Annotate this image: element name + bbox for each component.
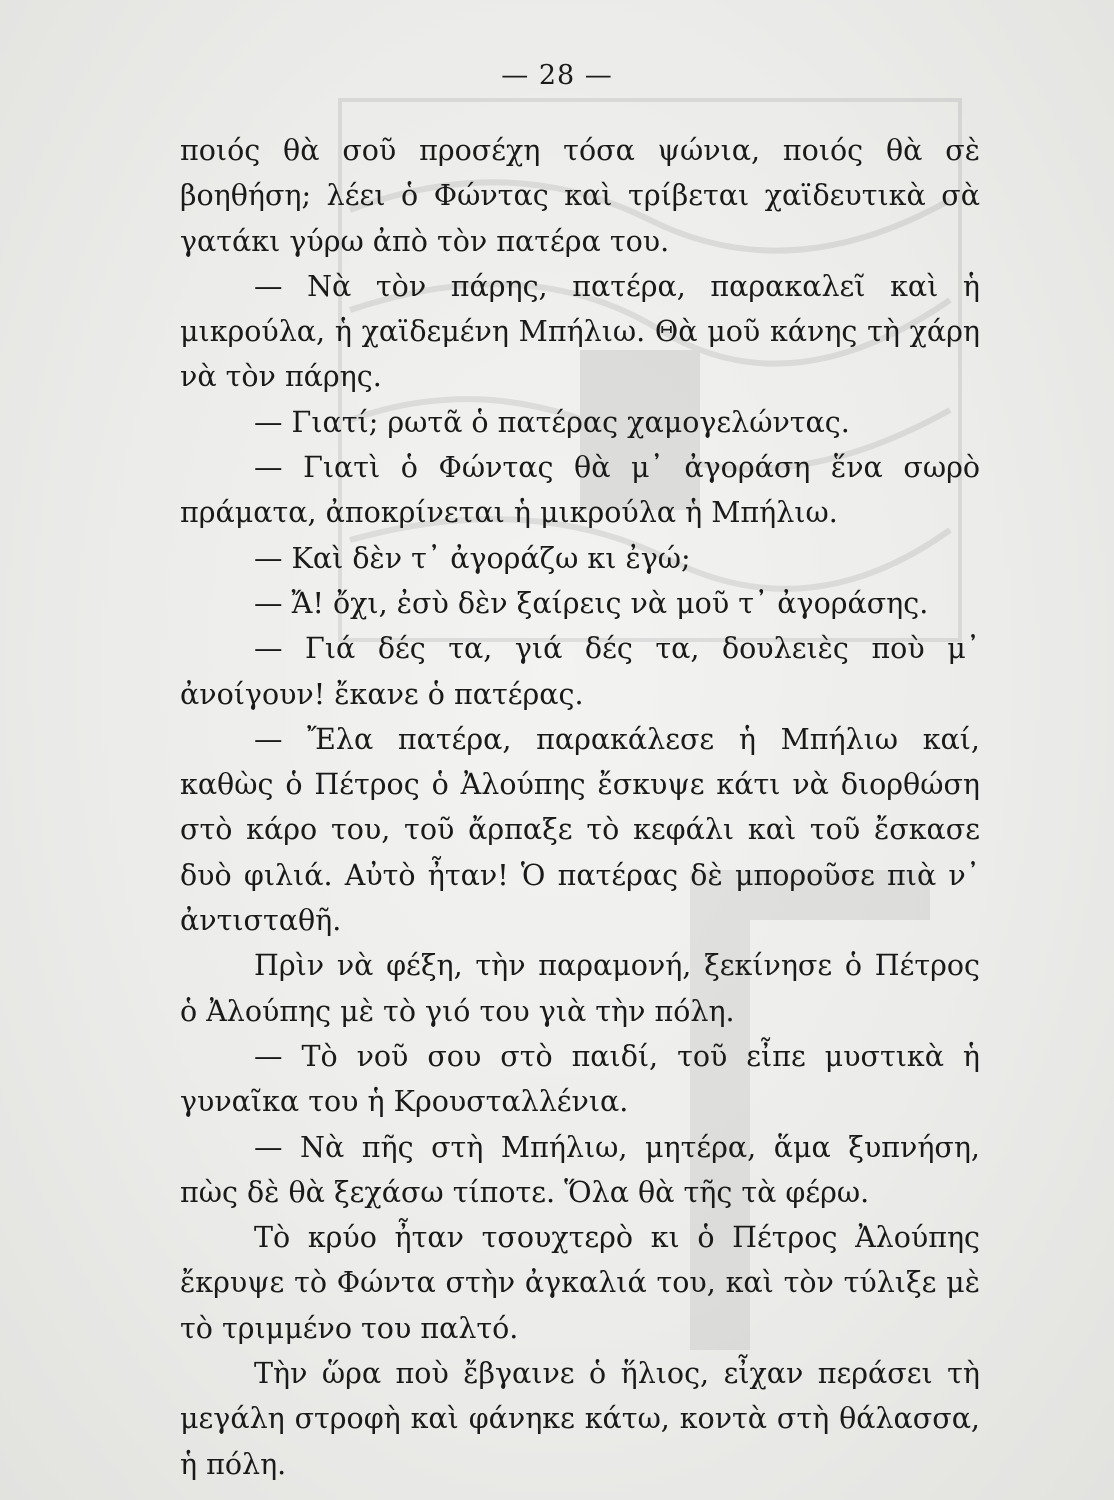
paragraph: — Γιά δές τα, γιά δές τα, δουλειὲς ποὺ μ᾽ ἀνοίγουν! ἔκανε ὁ πατέρας. [180, 632, 980, 711]
paragraph: — Καὶ δὲν τ᾽ ἀγοράζω κι ἐγώ; [254, 541, 691, 575]
paragraph: — Νὰ τὸν πάρης, πατέρα, παρακαλεῖ καὶ ἡ μικρούλα, ἡ χαϊδεμένη Μπήλιω. Θὰ μοῦ κάνης τὴ χάρη νὰ τὸν πάρης. [180, 269, 980, 394]
paragraph: Τὸ κρύο ἦταν τσουχτερὸ κι ὁ Πέτρος Ἀλούπης ἔκρυψε τὸ Φώντα στὴν ἀγκαλιά του, καὶ τὸν τύλιξε μὲ τὸ τριμμένο του παλτό. [180, 1221, 980, 1345]
paragraph: — Γιατὶ ὁ Φώντας θὰ μ᾽ ἀγοράση ἕνα σωρὸ πράματα, ἀποκρίνεται ἡ μικρούλα ἡ Μπήλιω. [180, 451, 980, 530]
paragraph: — Τὸ νοῦ σου στὸ παιδί, τοῦ εἶπε μυστικὰ ἡ γυναῖκα του ἡ Κρουσταλλένια. [180, 1039, 980, 1119]
paragraph: — Ἄ! ὄχι, ἐσὺ δὲν ξαίρεις νὰ μοῦ τ᾽ ἀγοράσης. [254, 586, 929, 620]
paragraph: — Γιατί; ρωτᾶ ὁ πατέρας χαμογελώντας. [254, 405, 850, 439]
paragraph: — Νὰ πῆς στὴ Μπήλιω, μητέρα, ἅμα ξυπνήση, πὼς δὲ θὰ ξεχάσω τίποτε. Ὅλα θὰ τῆς τὰ φέρω. [180, 1130, 980, 1209]
paragraph: Τὴν ὥρα ποὺ ἔβγαινε ὁ ἥλιος, εἶχαν περάσει τὴ μεγάλη στροφὴ καὶ φάνηκε κάτω, κοντὰ στὴ θάλασσα, ἡ πόλη. [180, 1357, 980, 1481]
body-text [180, 128, 980, 1487]
page-number: — 28 — [501, 60, 613, 91]
paragraph: Πρὶν νὰ φέξη, τὴν παραμονή, ξεκίνησε ὁ Πέτρος ὁ Ἀλούπης μὲ τὸ γιό του γιὰ τὴν πόλη. [180, 949, 980, 1028]
paragraph: ποιός θὰ σοῦ προσέχη τόσα ψώνια, ποιός θὰ σὲ βοηθήση; λέει ὁ Φώντας καὶ τρίβεται χαϊδευτικὰ σὰ γατάκι γύρω ἀπὸ τὸν πατέρα του. [180, 134, 980, 258]
paragraph: — Ἔλα πατέρα, παρακάλεσε ἡ Μπήλιω καί, καθὼς ὁ Πέτρος ὁ Ἀλούπης ἔσκυψε κάτι νὰ διορθώση στὸ κάρο του, τοῦ ἄρπαξε τὸ κεφάλι καὶ τοῦ ἔσκασε δυὸ φιλιά. Αὐτὸ ἦταν! Ὁ πατέρας δὲ μποροῦσε πιὰ ν᾽ ἀντισταθῆ. [180, 722, 980, 938]
